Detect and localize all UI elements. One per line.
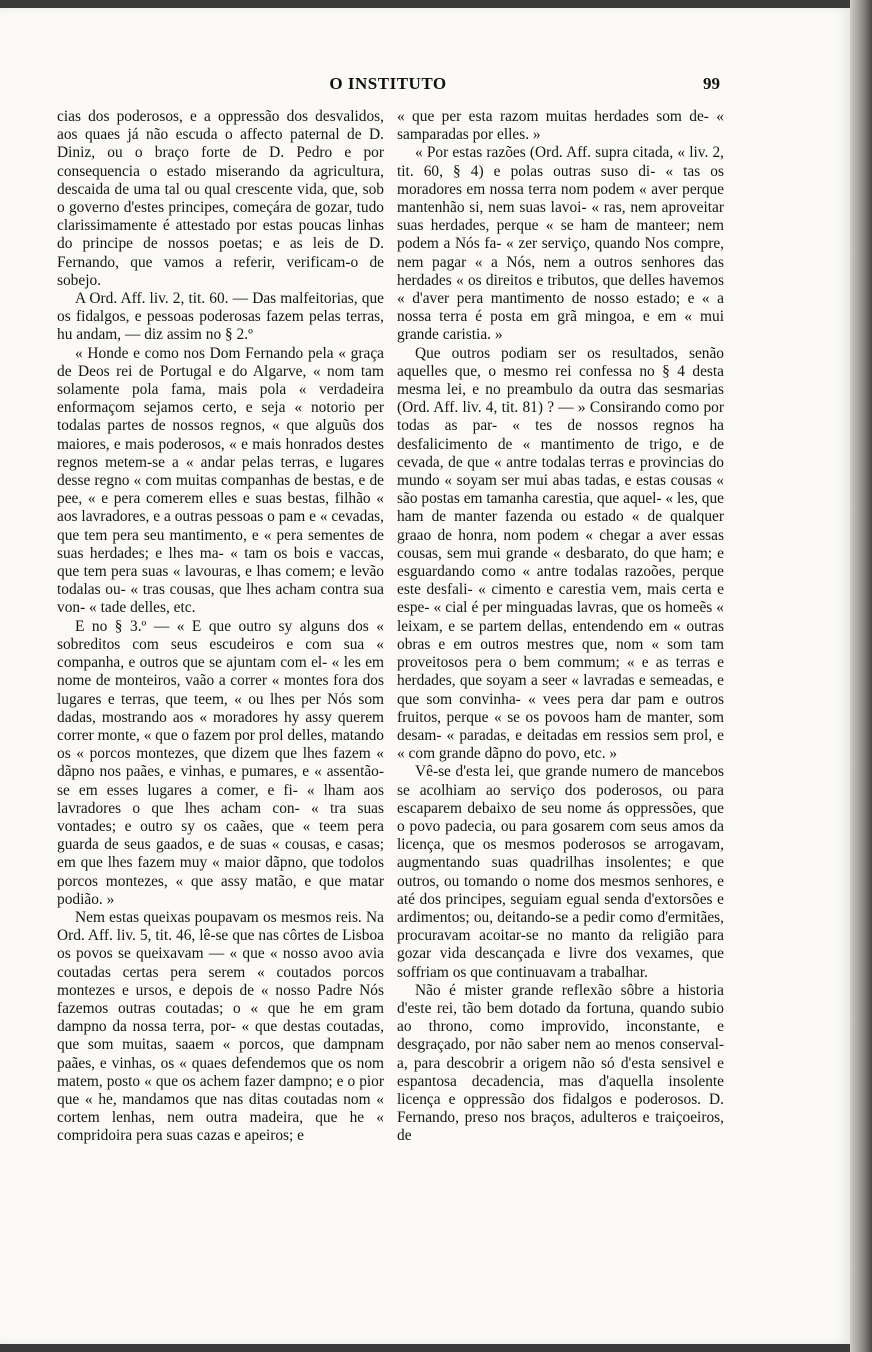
quoted-paragraph: « que per esta razom muitas herdades som de- « samparadas por elles. » xyxy=(397,108,724,144)
paragraph: Que outros podiam ser os resultados, senão aquelles que, o mesmo rei confessa no § 4 desta mesma lei, e no preambulo da outra das sesmarias (Ord. Aff. liv. 4, tit. 81) ? — » Consirando como por todas as par- « tes de nossos regnos ha desfalicimento de « mantimento de trigo, e de cevada, de que « antre todalas terras e provincias do mundo « soyam ser mui abas tadas, e estas cousas « são postas em tamanha carestia, que aquel- « les, que ham de manter fazenda ou estado « de qualquer graao de honra, nom podem « chegar a aver essas cousas, sem mui grande « desbarato, do que ham; e esguardando como « antre todalas razoões, perque este desfali- « cimento e carestia vem, mais certa e espe- « cial é per minguadas lavras, que os homeẽs « leixam, e se partem dellas, entendendo em « outras obras e em outros mestres que, nom « som tam proveitosos pera o bem commum; « e as terras e herdades, que soyam a seer « lavradas e semeadas, e que som convinha- « vees pera dar pam e outros fruitos, perque « se os povoos ham de manter, som desam- « paradas, e deitadas em ressios sem prol, e « com grande dãpno do povo, etc. » xyxy=(397,344,724,763)
page-edge-shadow xyxy=(850,0,872,1352)
quoted-paragraph: « Honde e como nos Dom Fernando pela « graça de Deos rei de Portugal e do Algarve, « nom tam solamente pola fama, mais pola « verdadeira enformaçom sejamos certo, e seja « notorio per todalas partes de nossos regnos, « que alguũs dos maiores, e mais poderosos, « e mais honrados destes regnos metem-se a « andar pelas terras, e lugares desse regno « com muitas companhas de bestas, e de pee, « e pera comerem elles e suas bestas, filhão « aos lavradores, e a outras pessoas o pam e « cevadas, que tem pera seu mantimento, e « pera sementes de suas herdades; e lhes ma- « tam os bois e vaccas, que tem pera suas « lavouras, e lhas comem; e levão todalas ou- « tras cousas, que lhes acham contra sua von- « tade delles, etc. xyxy=(57,344,384,617)
quoted-paragraph: E no § 3.º — « E que outro sy alguns dos « sobreditos com seus escudeiros e com sua « companha, e outros que se ajuntam com el- « les em nome de monteiros, vaão a correr « montes fora dos lugares e terras, que teem, « ou lhes per Nós som dadas, mostrando aos « moradores hy assy querem correr monte, « que o fazem por prol delles, matando os « porcos montezes, que dizem que lhes fazem « dãpno nos paães, e vinhas, e pumares, e « assentão-se em esses lugares a comer, e fi- « lham aos lavradores o que lhes acham con- « tra suas vontades; e outro sy os caães, que « teem pera guarda de seus gaados, e de suas « cousas, e casas; em que lhes fazem muy « maior dãpno, que todolos porcos montezes, « que assy matão, e que matar podião. » xyxy=(57,617,384,908)
quoted-paragraph: « Por estas razões (Ord. Aff. supra citada, « liv. 2, tit. 60, § 4) e polas outras suso di- « tas os moradores em nossa terra nom podem « aver perque mantenhão si, nem suas lavoi- « ras, nem aproveitar suas herdades, perque « se ham de manteer; nem podem a Nós fa- « zer serviço, quando Nos compre, nem pagar « a Nós, nem a outros senhores das herdades « os direitos e tributos, que delles havemos « d'aver pera mantimento de nosso estado; e « a nossa terra é posta em grã mingoa, e em « mui grande caristia. » xyxy=(397,144,724,344)
page-header xyxy=(56,74,720,98)
paragraph: Não é mister grande reflexão sôbre a historia d'este rei, tão bem dotado da fortuna, quando subio ao throno, como improvido, inconstante, e desgraçado, por não saber nem ao menos conserval-a, para descobrir a origem não só d'esta sensivel e espantosa decadencia, mas d'aquella insolente licença e oppressão dos fidalgos e poderosos. D. Fernando, preso nos braços, adulteros e traiçoeiros, de xyxy=(397,981,724,1145)
left-column xyxy=(57,108,384,1146)
page-number: 99 xyxy=(703,74,720,93)
paragraph: Nem estas queixas poupavam os mesmos reis. Na Ord. Aff. liv. 5, tit. 46, lê-se que nas côrtes de Lisboa os povos se queixavam — « que « nosso avoo avia coutadas certas pera serem « coutados porcos montezes e ursos, e depois de « nosso Padre Nós fazemos outras coutadas; o « que he em gram dampno da nossa terra, por- « que destas coutadas, que som muitas, saaem « porcos, que dampnam paães, e vinhas, os « quaes defendemos que os nom matem, posto « que os achem fazer dampno; e o pior que « he, mandamos que nas ditas coutadas nom « cortem lenhas, nem outra madeira, que he « compridoira pera suas cazas e apeiros; e xyxy=(57,908,384,1145)
right-column xyxy=(397,108,724,1146)
paragraph: A Ord. Aff. liv. 2, tit. 60. — Das malfeitorias, que os fidalgos, e pessoas poderosas fazem pelas terras, hu andam, — diz assim no § 2.º xyxy=(57,290,384,344)
running-title: O INSTITUTO xyxy=(329,74,447,93)
paragraph: Vê-se d'esta lei, que grande numero de mancebos se acolhiam ao serviço dos poderosos, ou para escaparem debaixo de seu nome ás oppressões, que o povo padecia, ou para gosarem com seus amos da licença, que os mesmos poderosos se arrogavam, augmentando suas quadrilhas insolentes; e que outros, ou tomando o nome dos mesmos senhores, e até dos principes, seguiam egual senda d'extorsões e ardimentos; ou, deitando-se a pedir como d'ermitães, procuravam acoitar-se no manto da religião para gozar vida descançada e livre dos vexames, que soffriam os que continuavam a trabalhar. xyxy=(397,763,724,981)
paragraph: cias dos poderosos, e a oppressão dos desvalidos, aos quaes já não escuda o affecto paternal de D. Diniz, ou o braço forte de D. Pedro e por consequencia o estado miserando da agricultura, descaida de uma tal ou qual crescente vida, que, sob o governo d'estes principes, começára de gozar, tudo clarissimamente é attestado por estas poucas linhas do principe de nossos poetas; e as leis de D. Fernando, que vamos a referir, verificam-o de sobejo. xyxy=(57,108,384,289)
